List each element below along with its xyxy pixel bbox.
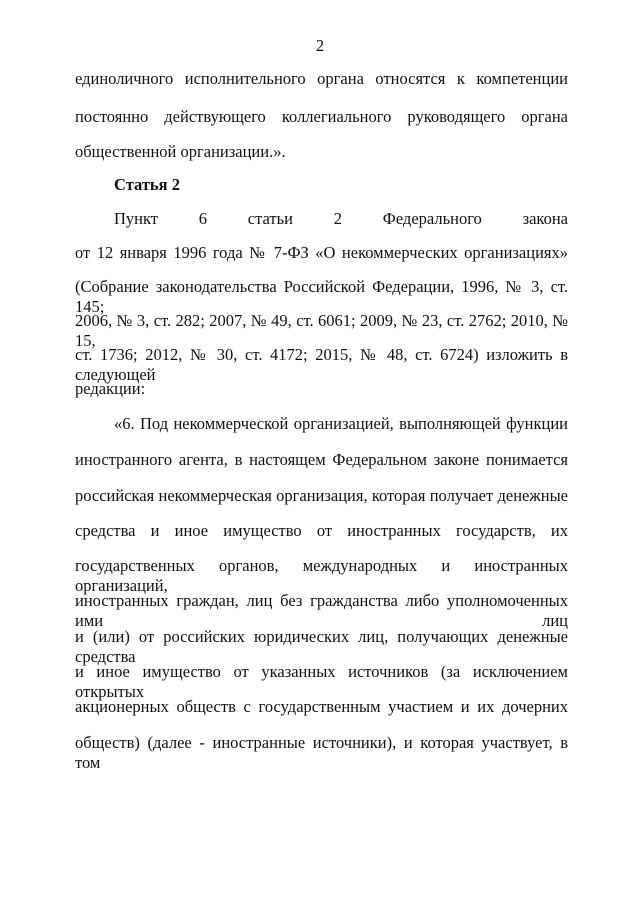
text-line: и иное имущество от указанных источников (за исключением открытых — [75, 662, 568, 701]
text-line: акционерных обществ с государственным участием и их дочерних — [75, 697, 568, 716]
text-line: иностранных граждан, лиц без гражданства либо уполномоченных ими лиц — [75, 591, 568, 630]
text-line: (Собрание законодательства Российской Федерации, 1996, № 3, ст. 145; — [75, 277, 568, 316]
text-line: Пункт 6 статьи 2 Федерального закона — [114, 209, 568, 228]
text-line: обществ) (далее - иностранные источники), и которая участвует, в том — [75, 733, 568, 772]
text-line: иностранного агента, в настоящем Федеральном законе понимается — [75, 450, 568, 469]
text-line: средства и иное имущество от иностранных государств, их — [75, 521, 568, 540]
text-line: редакции: — [75, 379, 146, 398]
text-line: ст. 1736; 2012, № 30, ст. 4172; 2015, № 48, ст. 6724) изложить в следующей — [75, 345, 568, 384]
text-line: от 12 января 1996 года № 7-ФЗ «О некоммерческих организациях» — [75, 243, 568, 262]
article-heading: Статья 2 — [114, 175, 180, 194]
text-line: общественной организации.». — [75, 142, 286, 161]
text-line: и (или) от российских юридических лиц, получающих денежные средства — [75, 627, 568, 666]
text-line: государственных органов, международных и иностранных организаций, — [75, 556, 568, 595]
text-line: 2006, № 3, ст. 282; 2007, № 49, ст. 6061; 2009, № 23, ст. 2762; 2010, № 15, — [75, 311, 568, 350]
page-number: 2 — [315, 36, 325, 55]
text-line: постоянно действующего коллегиального руководящего органа — [75, 107, 568, 126]
text-line: «6. Под некоммерческой организацией, выполняющей функции — [114, 414, 568, 433]
text-line: единоличного исполнительного органа относятся к компетенции — [75, 69, 568, 88]
text-line: российская некоммерческая организация, которая получает денежные — [75, 486, 568, 505]
